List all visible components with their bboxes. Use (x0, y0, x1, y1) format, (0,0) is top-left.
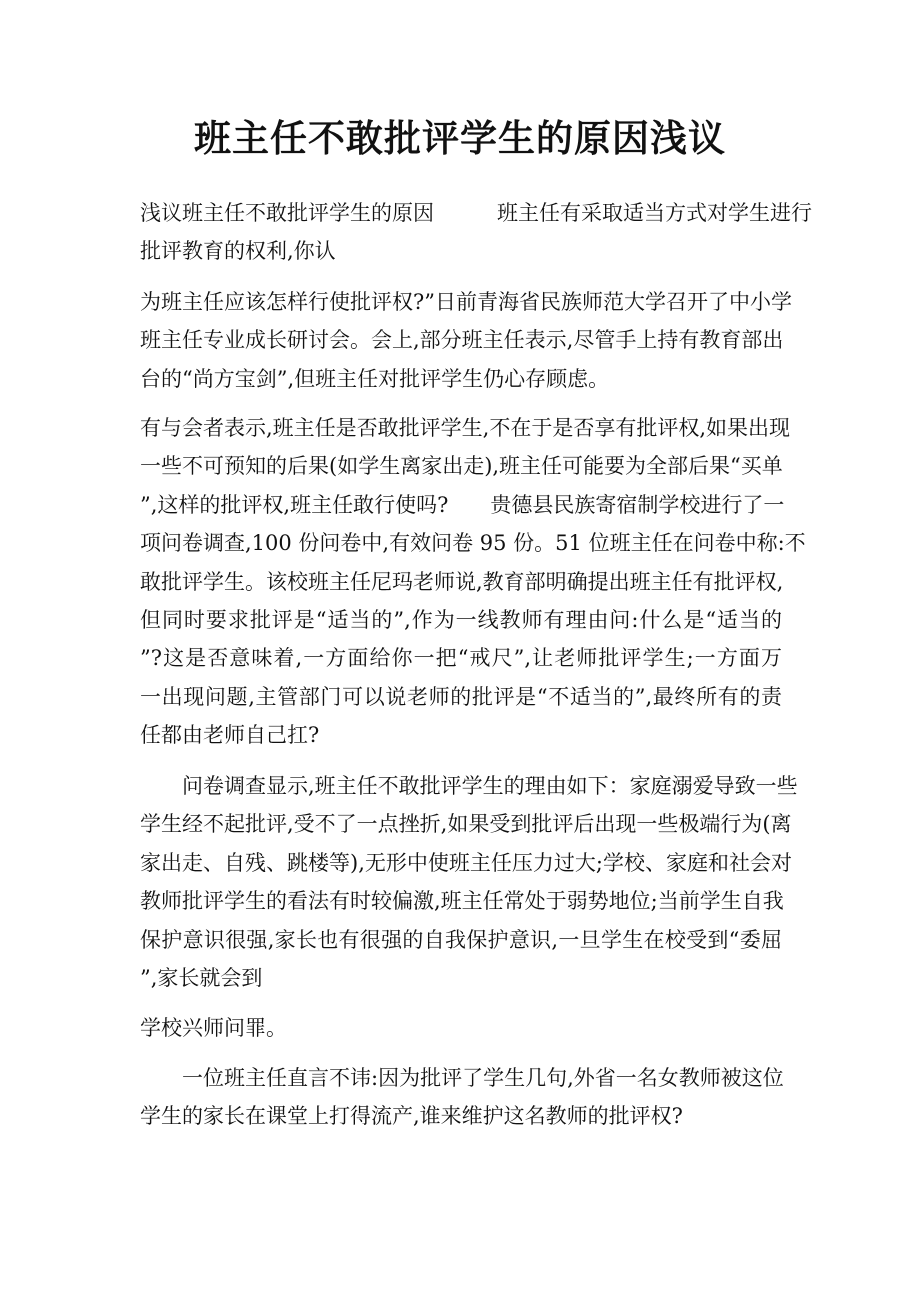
text-line: ”,这样的批评权,班主任敢行使吗? 贵德县民族寄宿制学校进行了一 (140, 492, 785, 517)
text-line: 但同时要求批评是“适当的”,作为一线教师有理由问:什么是“适当的 (140, 607, 782, 632)
text-line: ”,家长就会到 (140, 965, 263, 990)
paragraph-3 (140, 409, 806, 755)
text-line: 批评教育的权利,你认 (140, 239, 336, 264)
text-line: 学校兴师问罪。 (140, 1016, 287, 1040)
paragraph-6 (140, 1059, 782, 1136)
text-line: 一些不可预知的后果(如学生离家出走),班主任可能要为全部后果“买单 (140, 454, 783, 479)
text-line: 敢批评学生。该校班主任尼玛老师说,教育部明确提出班主任有批评权, (140, 569, 784, 594)
text-line: 一出现问题,主管部门可以说老师的批评是“不适当的”,最终所有的责 (140, 684, 782, 709)
text-line: 班主任专业成长研讨会。会上,部分班主任表示,尽管手上持有教育部出 (140, 328, 784, 353)
text-line: 学生的家长在课堂上打得流产,谁来维护这名教师的批评权? (140, 1104, 683, 1129)
text-line: ”?这是否意味着,一方面给你一把“戒尺”,让老师批评学生;一方面万 (140, 646, 782, 671)
paragraph-1 (140, 194, 812, 271)
text-line: 保护意识很强,家长也有很强的自我保护意识,一旦学生在校受到“委屈 (140, 927, 782, 952)
paragraph-4 (140, 767, 798, 997)
text-line: 台的“尚方宝剑”,但班主任对批评学生仍心存顾虑。 (140, 366, 610, 391)
text-line: 问卷调查显示,班主任不敢批评学生的理由如下：家庭溺爱导致一些 (140, 774, 798, 798)
text-line: 家出走、自残、跳楼等),无形中使班主任压力过大;学校、家庭和社会对 (140, 850, 792, 875)
text-line: 为班主任应该怎样行使批评权?”日前青海省民族师范大学召开了中小学 (140, 290, 792, 314)
paragraph-5 (140, 1009, 782, 1047)
text-line: 浅议班主任不敢批评学生的原因 班主任有采取适当方式对学生进行 (140, 201, 812, 225)
text-line: 学生经不起批评,受不了一点挫折,如果受到批评后出现一些极端行为(离 (140, 812, 792, 837)
document-title: 班主任不敢批评学生的原因浅议 (194, 117, 726, 160)
text-line: 一位班主任直言不讳:因为批评了学生几句,外省一名女教师被这位 (140, 1066, 784, 1090)
paragraph-2 (140, 283, 792, 398)
text-line: 教师批评学生的看法有时较偏激,班主任常处于弱势地位;当前学生自我 (140, 889, 784, 914)
text-line: 任都由老师自己扛? (140, 723, 320, 748)
text-line: 有与会者表示,班主任是否敢批评学生,不在于是否享有批评权,如果出现 (140, 416, 791, 440)
text-line: 项问卷调查,100 份问卷中,有效问卷 95 份。51 位班主任在问卷中称:不 (140, 531, 806, 556)
